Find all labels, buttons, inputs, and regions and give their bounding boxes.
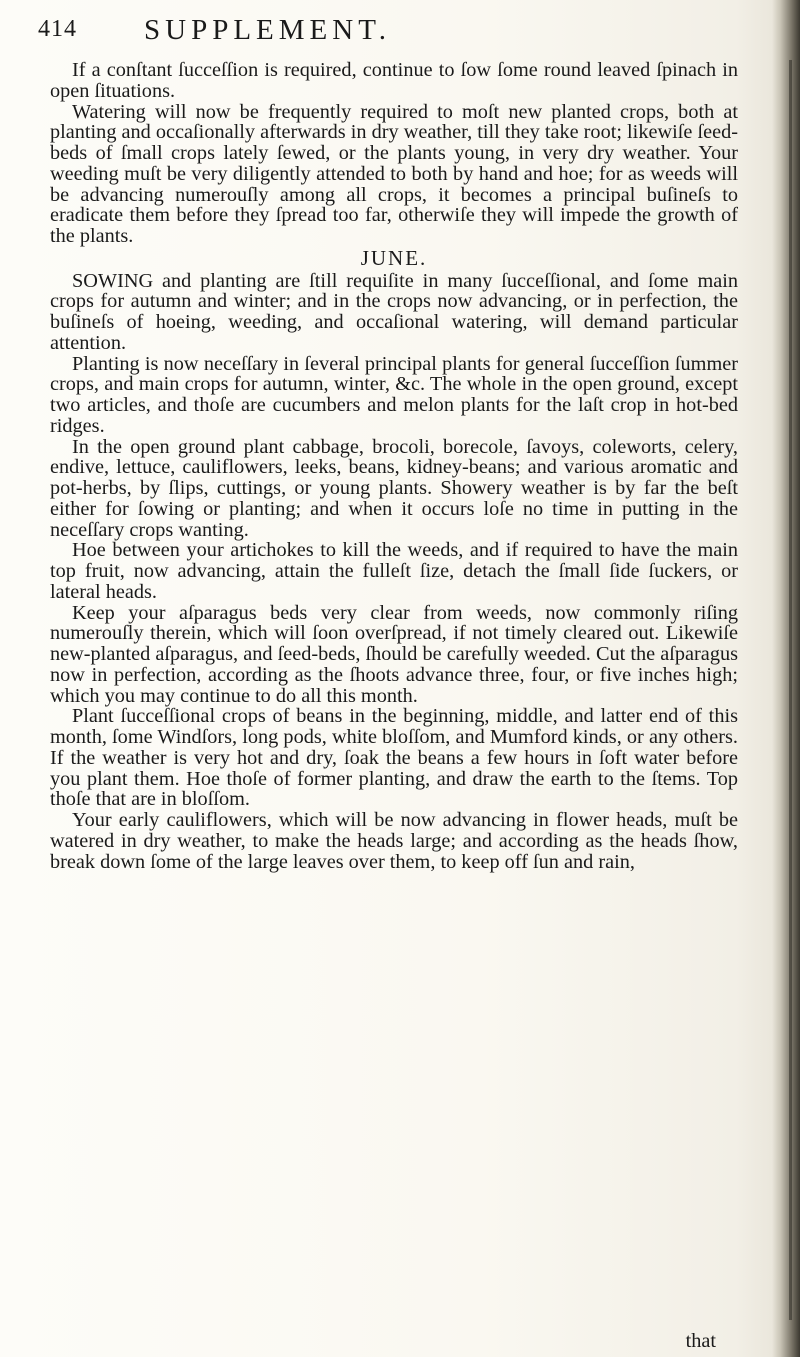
paragraph-beans: Plant ſucceſſional crops of beans in the beginning, middle, and latter end of this month, ſome Windſors, long pods, white bloſſom, and Mumford kinds, or any others. If the weather is very hot and dry, ſoak the beans a few hours in ſoft water before you plant them. Hoe thoſe of former planting, and draw the earth to the ſtems. Top thoſe that are in bloſſom. <box>50 705 738 811</box>
paragraph-cauliflowers: Your early cauliflowers, which will be now advancing in flower heads, muſt be watered in dry weather, to make the heads large; and according as the heads ſhow, break down ſome of the large leaves over them, to keep off ſun and rain, <box>50 809 738 873</box>
paragraph-planting: Planting is now neceſſary in ſeveral principal plants for general ſucceſſion ſummer crops, and main crops for autumn, winter, &c. The whole in the open ground, except two articles, and thoſe are cucumbers and melon plants for the laſt crop in hot-bed ridges. <box>50 352 738 437</box>
catchword: that <box>685 1330 716 1352</box>
binding-edge-line <box>789 60 792 1320</box>
paragraph-open-ground: In the open ground plant cabbage, brocoli, borecole, ſavoys, coleworts, celery, endive, lettuce, cauliflowers, leeks, beans, kidney-beans; and various aromatic and pot-herbs, by ſlips, cuttings, or young plants. Showery weather is by far the beſt either for ſowing or planting; and when it occurs loſe no time in putting in the neceſſary crops wanting. <box>50 435 738 541</box>
paragraph-watering: Watering will now be frequently required to moſt new planted crops, both at planting and occaſionally afterwards in dry weather, till they take root; likewiſe ſeed-beds of ſmall crops lately ſewed, or the plants young, in very dry weather. Your weeding muſt be very diligently attended to both by hand and hoe; for as weeds will be advancing numerouſly among all crops, it becomes a principal buſineſs to eradicate them before they ſpread too far, otherwiſe they will impede the growth of the plants. <box>50 100 738 247</box>
page-header <box>38 14 758 50</box>
body-text <box>50 60 738 872</box>
section-heading-june: JUNE. <box>360 245 428 270</box>
paragraph-asparagus: Keep your aſparagus beds very clear from weeds, now commonly riſing numerouſly therein, which will ſoon overſpread, if not timely cleared out. Likewiſe new-planted aſparagus, and ſeed-beds, ſhould be carefully weeded. Cut the aſparagus now in perfection, according as the ſhoots advance three, four, or five inches high; which you may continue to do all this month. <box>50 601 738 707</box>
page-edge-shadow <box>772 0 800 1357</box>
paragraph-sowing: SOWING and planting are ſtill requiſite in many ſucceſſional, and ſome main crops for autumn and winter; and in the crops now advancing, or in perfection, the buſineſs of hoeing, weeding, and occaſional watering, will demand particular attention. <box>50 269 738 354</box>
running-head: SUPPLEMENT. <box>144 14 392 46</box>
paragraph-artichokes: Hoe between your artichokes to kill the weeds, and if required to have the main top fruit, now advancing, attain the fulleſt ſize, detach the ſmall ſide ſuckers, or lateral heads. <box>50 539 738 603</box>
page-number: 414 <box>38 16 77 42</box>
paragraph-spinach: If a conſtant ſucceſſion is required, continue to ſow ſome round leaved ſpinach in open ſituations. <box>50 59 738 102</box>
